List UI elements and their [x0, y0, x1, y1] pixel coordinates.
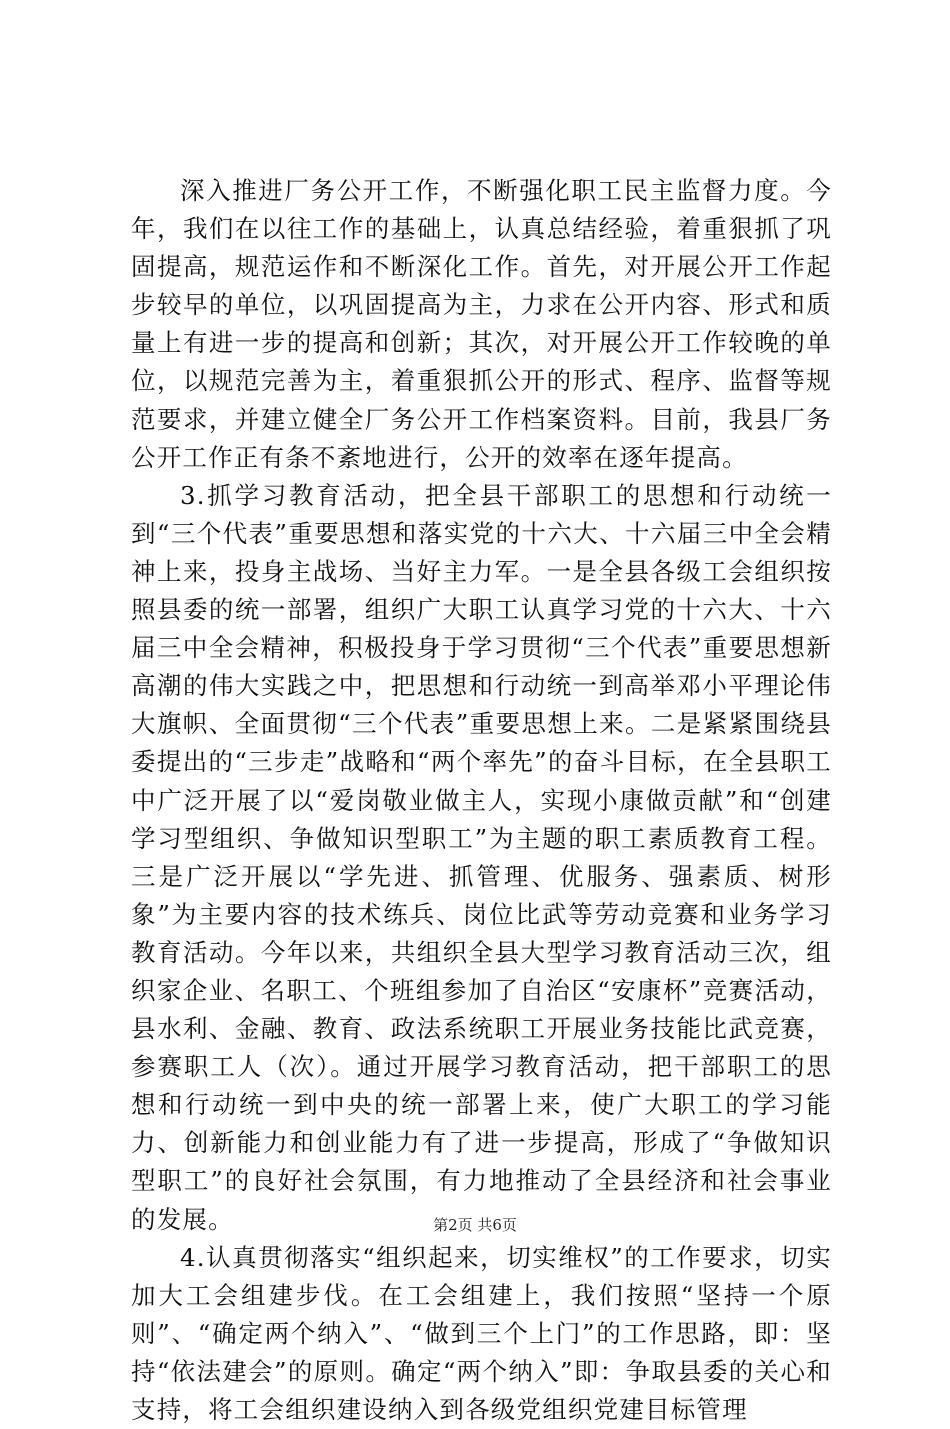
page-footer: 第2页 共6页 — [433, 1216, 517, 1234]
paragraph-study-education: 3.抓学习教育活动，把全县干部职工的思想和行动统一到“三个代表”重要思想和落实党的十六大、十六届三中全会精神上来，投身主战场、当好主力军。一是全县各级工会组织按照县委的统一部署，组织广大职工认真学习党的十六大、十六届三中全会精神，积极投身于学习贯彻“三个代表”重要思想新高潮的伟大实践之中，把思想和行动统一到高举邓小平理论伟大旗帜、全面贯彻“三个代表”重要思想上来。二是紧紧围绕县委提出的“三步走”战略和“两个率先”的奋斗目标，在全县职工中广泛开展了以“爱岗敬业做主人，实现小康做贡献”和“创建学习型组织、争做知识型职工”为主题的职工素质教育工程。三是广泛开展以“学先进、抓管理、优服务、强素质、树形象”为主要内容的技术练兵、岗位比武等劳动竞赛和业务学习教育活动。今年以来，共组织全县大型学习教育活动三次，组织家企业、名职工、个班组参加了自治区“安康杯”竞赛活动，县水利、金融、教育、政法系统职工开展业务技能比武竞赛，参赛职工人（次）。通过开展学习教育活动，把干部职工的思想和行动统一到中央的统一部署上来，使广大职工的学习能力、创新能力和创业能力有了进一步提高，形成了“争做知识型职工”的良好社会氛围，有力地推动了全县经济和社会事业的发展。 — [131, 480, 832, 1234]
paragraph-factory-affairs: 深入推进厂务公开工作，不断强化职工民主监督力度。今年，我们在以往工作的基础上，认真总结经验，着重狠抓了巩固提高，规范运作和不断深化工作。首先，对开展公开工作起步较早的单位，以巩固提高为主，力求在公开内容、形式和质量上有进一步的提高和创新；其次，对开展公开工作较晚的单位，以规范完善为主，着重狠抓公开的形式、程序、监督等规范要求，并建立健全厂务公开工作档案资料。目前，我县厂务公开工作正有条不紊地进行，公开的效率在逐年提高。 — [131, 176, 832, 472]
paragraph-union-organization: 4.认真贯彻落实“组织起来，切实维权”的工作要求，切实加大工会组建步伐。在工会组建上，我们按照“坚持一个原则”、“确定两个纳入”、“做到三个上门”的工作思路，即：坚持“依法建会”的原则。确定“两个纳入”即：争取县委的关心和支持，将工会组织建设纳入到各级党组织党建目标管理 — [131, 1242, 832, 1424]
document-body — [131, 172, 832, 1429]
